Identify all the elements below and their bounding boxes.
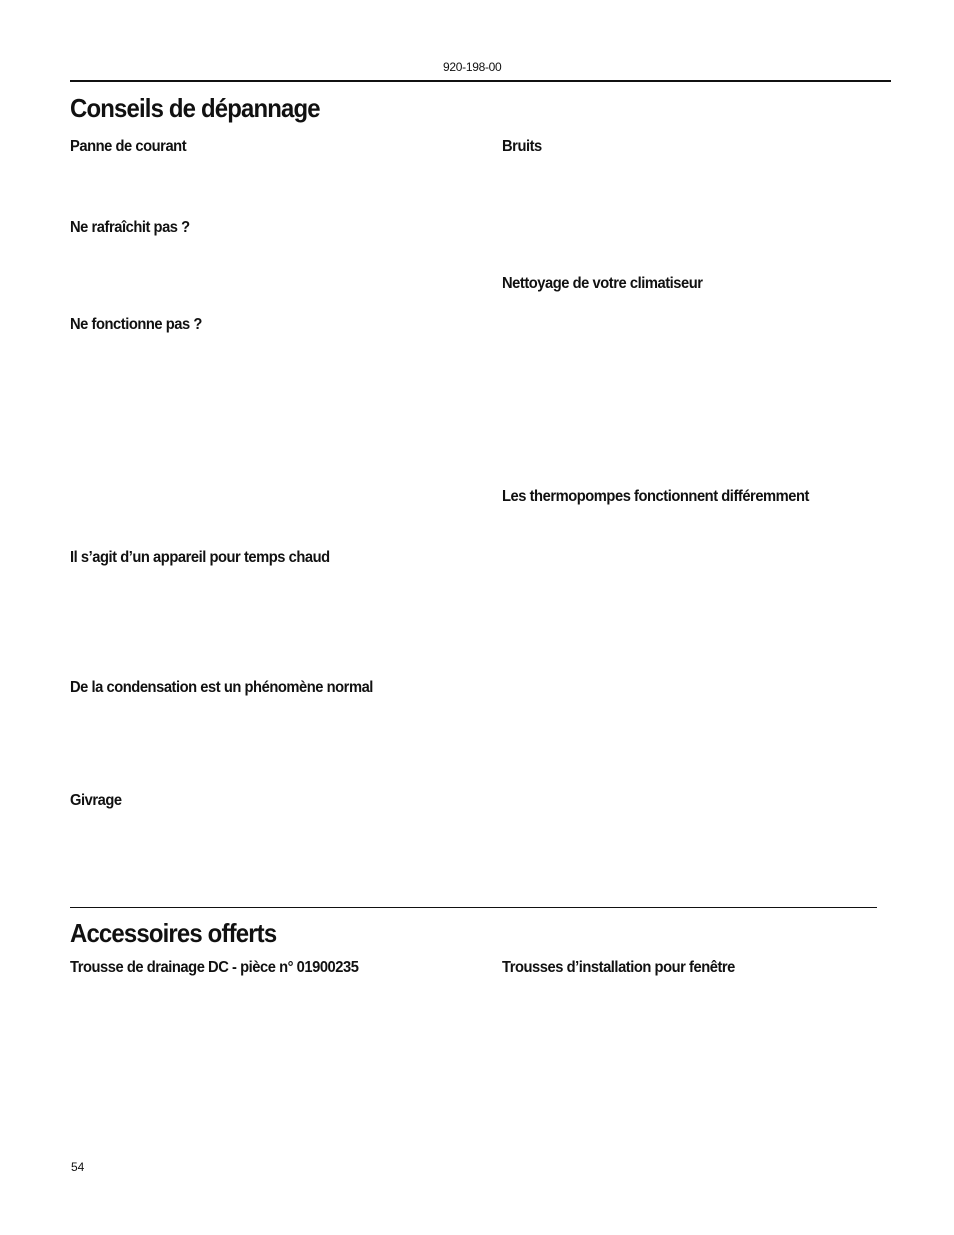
subhead-power-outage: Panne de courant xyxy=(70,138,187,155)
subhead-hot-weather: Il s’agit d’un appareil pour temps chaud xyxy=(70,549,330,566)
troubleshooting-title: Conseils de dépannage xyxy=(70,93,320,123)
subhead-frosting: Givrage xyxy=(70,792,122,809)
header-rule-left xyxy=(70,80,445,82)
header-rule-right xyxy=(445,80,891,82)
subhead-heat-pumps: Les thermopompes fonctionnent différemment xyxy=(502,488,810,505)
subhead-drain-kit: Trousse de drainage DC - pièce n° 01900235 xyxy=(70,959,359,976)
document-number: 920-198-00 xyxy=(443,60,502,74)
accessories-title: Accessoires offerts xyxy=(70,918,277,948)
section-divider xyxy=(70,907,877,908)
subhead-window-kits: Trousses d’installation pour fenêtre xyxy=(502,959,735,976)
subhead-not-working: Ne fonctionne pas ? xyxy=(70,316,202,333)
subhead-cleaning: Nettoyage de votre climatiseur xyxy=(502,275,703,292)
subhead-noises: Bruits xyxy=(502,138,542,155)
subhead-not-cooling: Ne rafraîchit pas ? xyxy=(70,219,190,236)
page-number: 54 xyxy=(71,1160,85,1174)
subhead-condensation: De la condensation est un phénomène normal xyxy=(70,679,373,696)
